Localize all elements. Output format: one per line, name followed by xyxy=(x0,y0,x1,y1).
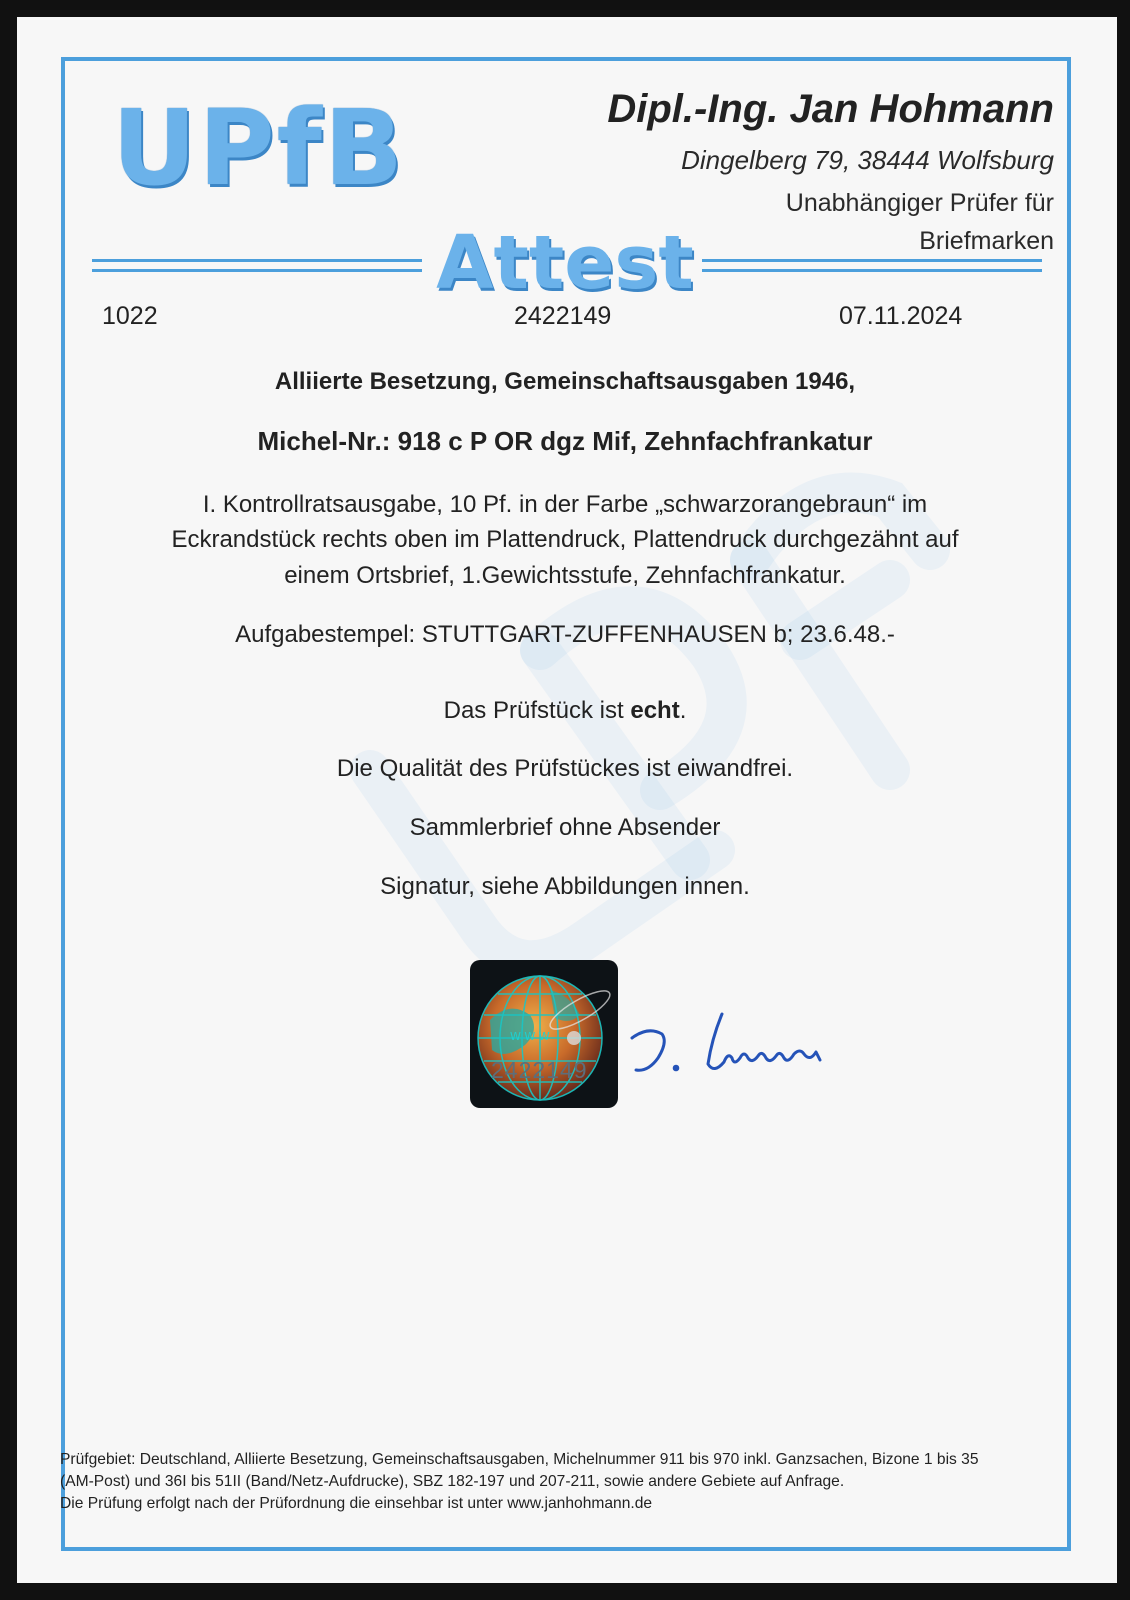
description-line-3: einem Ortsbrief, 1.Gewichtsstufe, Zehnfachfrankatur. xyxy=(284,562,846,589)
footer-line-3: Die Prüfung erfolgt nach der Prüfordnung die einsehbar ist unter www.janhohmann.de xyxy=(60,1495,653,1512)
certificate-id-left: 1022 xyxy=(102,302,158,330)
globe-icon xyxy=(470,960,618,1108)
examiner-role: Unabhängiger Prüfer für Briefmarken xyxy=(785,189,1054,255)
svg-text:W W W: W W W xyxy=(510,1030,550,1043)
genuine-statement xyxy=(60,697,1070,725)
genuine-word: echt xyxy=(630,697,680,724)
collector-note: Sammlerbrief ohne Absender xyxy=(409,814,721,841)
examiner-address: Dingelberg 79, 38444 Wolfsburg xyxy=(681,145,1054,175)
certificate-date: 07.11.2024 xyxy=(839,302,963,330)
examiner-signature xyxy=(628,1008,838,1098)
michel-number: Michel-Nr.: 918 c P OR dgz Mif, Zehnfachfrankatur xyxy=(257,426,873,456)
issue-title: Alliierte Besetzung, Gemeinschaftsausgaben 1946, xyxy=(274,368,856,395)
examiner-name: Dipl.-Ing. Jan Hohmann xyxy=(607,87,1054,131)
genuine-prefix: Das Prüfstück ist xyxy=(443,697,631,724)
description-line-2: Eckrandstück rechts oben im Plattendruck, Plattendruck durchgezähnt auf xyxy=(171,526,959,553)
upfb-logo: UPfB xyxy=(112,87,406,209)
footer-line-2: (AM-Post) und 36I bis 51II (Band/Netz-Aufdrucke), SBZ 182-197 und 207-211, sowie andere Gebiete auf Anfrage. xyxy=(60,1473,845,1490)
footer xyxy=(60,1449,1060,1515)
hologram-number: 2422149 xyxy=(491,1057,588,1083)
attest-heading: Attest xyxy=(436,220,694,306)
description-line-1: I. Kontrollratsausgabe, 10 Pf. in der Farbe „schwarzorangebraun“ im xyxy=(202,491,928,518)
signature-note: Signatur, siehe Abbildungen innen. xyxy=(380,873,750,900)
certificate-number: 2422149 xyxy=(514,302,612,330)
hologram-seal xyxy=(470,960,618,1108)
quality-statement: Die Qualität des Prüfstückes ist eiwandfrei. xyxy=(336,755,794,782)
footer-line-1: Prüfgebiet: Deutschland, Alliierte Besetzung, Gemeinschaftsausgaben, Michelnummer 911 bis 970 inkl. Ganzsachen, Bizone 1 bis 35 xyxy=(60,1451,979,1468)
postmark-text: Aufgabestempel: STUTTGART-ZUFFENHAUSEN b; 23.6.48.- xyxy=(235,621,895,648)
genuine-suffix: . xyxy=(679,697,687,724)
